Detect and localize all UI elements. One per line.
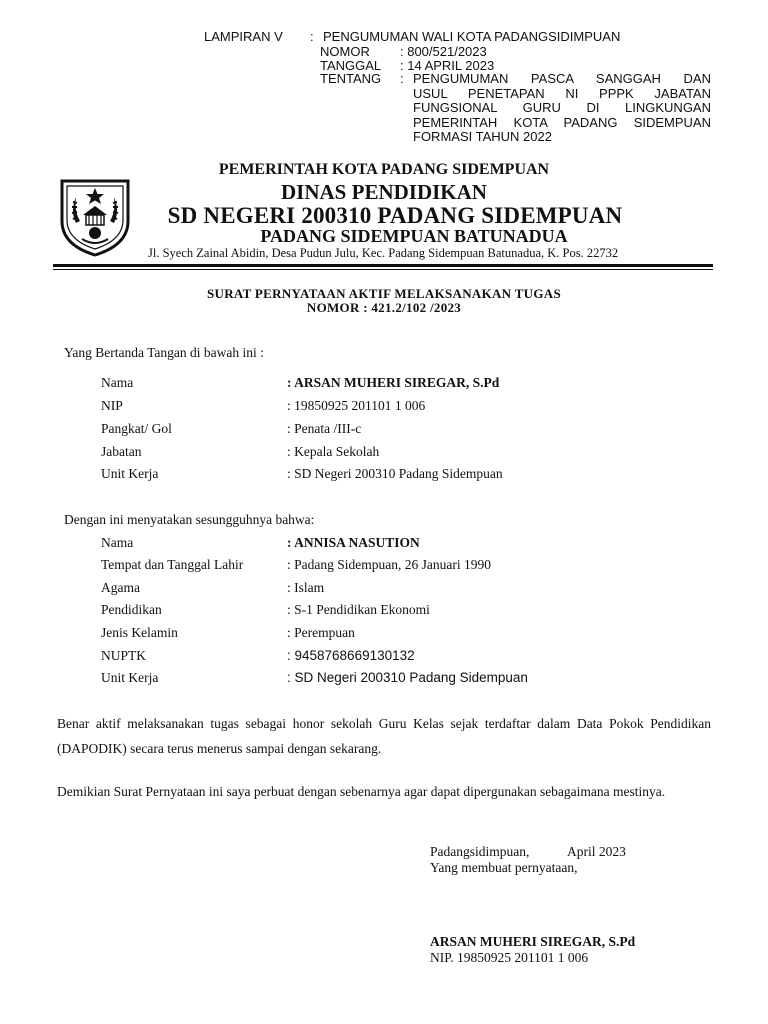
subject-birth-value: : Padang Sidempuan, 26 Januari 1990 xyxy=(287,557,491,572)
tentang-line: PEMERINTAH KOTA PADANG SIDEMPUAN xyxy=(413,114,711,130)
subject-name-value: : ANNISA NASUTION xyxy=(287,535,420,550)
paragraph-active-duty: Benar aktif melaksanakan tugas sebagai honor sekolah Guru Kelas sejak terdaftar dalam Data Pokok Pendidikan (DAPODIK) secara terus menerus sampai dengan sekarang. xyxy=(57,716,711,756)
tentang-line: USUL PENETAPAN NI PPPK JABATAN xyxy=(413,85,711,101)
declaration-text: Dengan ini menyatakan sesungguhnya bahwa: xyxy=(64,512,315,527)
letter-number: NOMOR : 421.2/102 /2023 xyxy=(306,300,462,315)
tentang-line: FUNGSIONAL GURU DI LINGKUNGAN xyxy=(413,100,711,115)
tanggal-value: : 14 APRIL 2023 xyxy=(400,58,495,73)
signer-position-label: Jabatan xyxy=(101,444,142,459)
subject-gender-value: : Perempuan xyxy=(287,625,355,640)
signer-unit-value: : SD Negeri 200310 Padang Sidempuan xyxy=(287,466,503,481)
subject-religion-value: : Islam xyxy=(287,580,325,595)
signer-position-value: : Kepala Sekolah xyxy=(287,444,380,459)
kop-school-name: SD NEGERI 200310 PADANG SIDEMPUAN xyxy=(167,203,623,228)
nomor-label: NOMOR xyxy=(320,44,370,59)
lampiran-value: PENGUMUMAN WALI KOTA PADANGSIDIMPUAN xyxy=(323,29,621,44)
tanggal-label: TANGGAL xyxy=(320,58,382,73)
signer-name-label: Nama xyxy=(101,375,134,390)
paragraph-closing: Demikian Surat Pernyataan ini saya perbuat dengan sebenarnya agar dapat dipergunakan sebagaimana mestinya. xyxy=(57,784,666,799)
subject-birth-label: Tempat dan Tanggal Lahir xyxy=(101,557,244,572)
subject-unit-label: Unit Kerja xyxy=(101,670,159,685)
tentang-label: TENTANG xyxy=(320,71,382,86)
signer-name-value: : ARSAN MUHERI SIREGAR, S.Pd xyxy=(287,375,500,390)
intro-text: Yang Bertanda Tangan di bawah ini : xyxy=(64,345,264,360)
subject-nuptk-label: NUPTK xyxy=(101,648,147,663)
kop-divider-thick xyxy=(53,264,713,267)
signer-rank-label: Pangkat/ Gol xyxy=(101,421,172,436)
lampiran-label: LAMPIRAN V xyxy=(204,29,283,44)
lampiran-colon: : xyxy=(310,29,314,44)
subject-education-label: Pendidikan xyxy=(101,602,162,617)
tentang-colon: : xyxy=(400,71,404,86)
subject-gender-label: Jenis Kelamin xyxy=(101,625,178,640)
tentang-line: PENGUMUMAN PASCA SANGGAH DAN xyxy=(413,71,711,86)
tentang-text xyxy=(413,72,711,145)
subject-name-label: Nama xyxy=(101,535,134,550)
signature-date: April 2023 xyxy=(567,844,626,859)
signer-nip-value: : 19850925 201101 1 006 xyxy=(287,398,426,413)
letter-title: SURAT PERNYATAAN AKTIF MELAKSANAKAN TUGAS xyxy=(207,286,561,301)
kop-address: Jl. Syech Zainal Abidin, Desa Pudun Julu, Kec. Padang Sidempuan Batunadua, K. Pos. 22732 xyxy=(148,246,619,260)
signature-place: Padangsidimpuan, xyxy=(430,844,530,859)
subject-nuptk-value: : 9458768669130132 xyxy=(287,648,415,663)
subject-unit-value: : SD Negeri 200310 Padang Sidempuan xyxy=(287,670,528,685)
tentang-line: FORMASI TAHUN 2022 xyxy=(413,129,552,144)
kop-school-location: PADANG SIDEMPUAN BATUNADUA xyxy=(260,226,568,246)
signer-nip-label: NIP xyxy=(101,398,123,413)
kop-office: DINAS PENDIDIKAN xyxy=(281,180,487,204)
nomor-value: : 800/521/2023 xyxy=(400,44,487,59)
signature-role: Yang membuat pernyataan, xyxy=(430,860,578,875)
kop-divider-thin xyxy=(53,269,713,270)
signer-rank-value: : Penata /III-c xyxy=(287,421,362,436)
signature-nip: NIP. 19850925 201101 1 006 xyxy=(430,950,589,965)
subject-education-value: : S-1 Pendidikan Ekonomi xyxy=(287,602,430,617)
subject-religion-label: Agama xyxy=(101,580,140,595)
kop-government: PEMERINTAH KOTA PADANG SIDEMPUAN xyxy=(218,161,550,178)
signature-name: ARSAN MUHERI SIREGAR, S.Pd xyxy=(430,934,636,949)
signer-unit-label: Unit Kerja xyxy=(101,466,159,481)
